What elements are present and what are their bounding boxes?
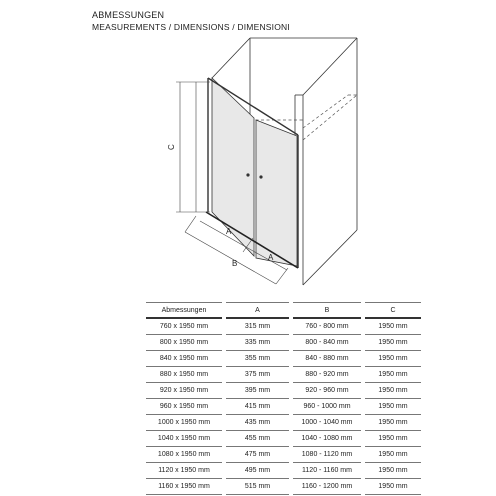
table-cell: 1160 - 1200 mm [291,479,363,495]
table-cell: 1120 - 1160 mm [291,463,363,479]
right-wall-bottom [303,230,357,285]
table-cell: 920 x 1950 mm [146,383,224,399]
table-cell: 1950 mm [363,447,421,463]
table-cell: 960 - 1000 mm [291,399,363,415]
table-body [146,318,421,495]
table-cell: 1120 x 1950 mm [146,463,224,479]
table-cell: 1950 mm [363,463,421,479]
label-a-right: A [268,253,274,262]
table-cell: 1950 mm [363,318,421,335]
table-cell: 315 mm [224,318,291,335]
table-cell: 375 mm [224,367,291,383]
table-cell: 760 x 1950 mm [146,318,224,335]
table-header-row [146,303,421,319]
table-cell: 840 - 880 mm [291,351,363,367]
table-cell: 495 mm [224,463,291,479]
table-cell: 1160 x 1950 mm [146,479,224,495]
table-cell: 840 x 1950 mm [146,351,224,367]
table-cell: 1000 - 1040 mm [291,415,363,431]
label-b: B [232,259,238,268]
table-cell: 1950 mm [363,399,421,415]
table-cell: 960 x 1950 mm [146,399,224,415]
table-cell: 1950 mm [363,431,421,447]
table-cell: 455 mm [224,431,291,447]
table-row [146,431,421,447]
table-cell: 415 mm [224,399,291,415]
handle-right [259,175,262,178]
header-subtitle: MEASUREMENTS / DIMENSIONS / DIMENSIONI [92,22,290,32]
table-cell: 1950 mm [363,383,421,399]
dim-b-tick-left [185,216,196,232]
table-cell: 880 - 920 mm [291,367,363,383]
table-row [146,351,421,367]
table-row [146,463,421,479]
table-cell: 1950 mm [363,479,421,495]
table-row [146,318,421,335]
table-cell: 395 mm [224,383,291,399]
table-cell: 435 mm [224,415,291,431]
left-wall-top-edge [212,38,250,78]
table-cell: 1950 mm [363,415,421,431]
table-cell: 880 x 1950 mm [146,367,224,383]
table-header-cell: B [291,303,363,319]
table-cell: 800 - 840 mm [291,335,363,351]
table-cell: 515 mm [224,479,291,495]
table-cell: 760 - 800 mm [291,318,363,335]
table-row [146,367,421,383]
table-cell: 1950 mm [363,335,421,351]
table-cell: 920 - 960 mm [291,383,363,399]
table-row [146,335,421,351]
table-cell: 1950 mm [363,351,421,367]
label-a-left: A [226,227,232,236]
table-row [146,399,421,415]
table-cell: 800 x 1950 mm [146,335,224,351]
header-title: ABMESSUNGEN [92,10,165,20]
table-cell: 1040 - 1080 mm [291,431,363,447]
handle-left [246,173,249,176]
table-cell: 1000 x 1950 mm [146,415,224,431]
table-header-cell: A [224,303,291,319]
label-c: C [167,144,176,150]
table-row [146,447,421,463]
right-door-panel [256,120,297,266]
table-cell: 1080 - 1120 mm [291,447,363,463]
table-cell: 355 mm [224,351,291,367]
table-header-cell: Abmessungen [146,303,224,319]
right-wall-top-front [303,38,357,95]
dimensions-table [146,302,421,495]
table-cell: 1950 mm [363,367,421,383]
table-row [146,383,421,399]
table-row [146,479,421,495]
dashed-line-1 [303,95,357,140]
table-cell: 335 mm [224,335,291,351]
dim-b-tick-right [276,268,288,284]
table-header-cell: C [363,303,421,319]
dashed-line-2 [303,95,348,128]
table-row [146,415,421,431]
table-cell: 1080 x 1950 mm [146,447,224,463]
table-cell: 1040 x 1950 mm [146,431,224,447]
table-cell: 475 mm [224,447,291,463]
